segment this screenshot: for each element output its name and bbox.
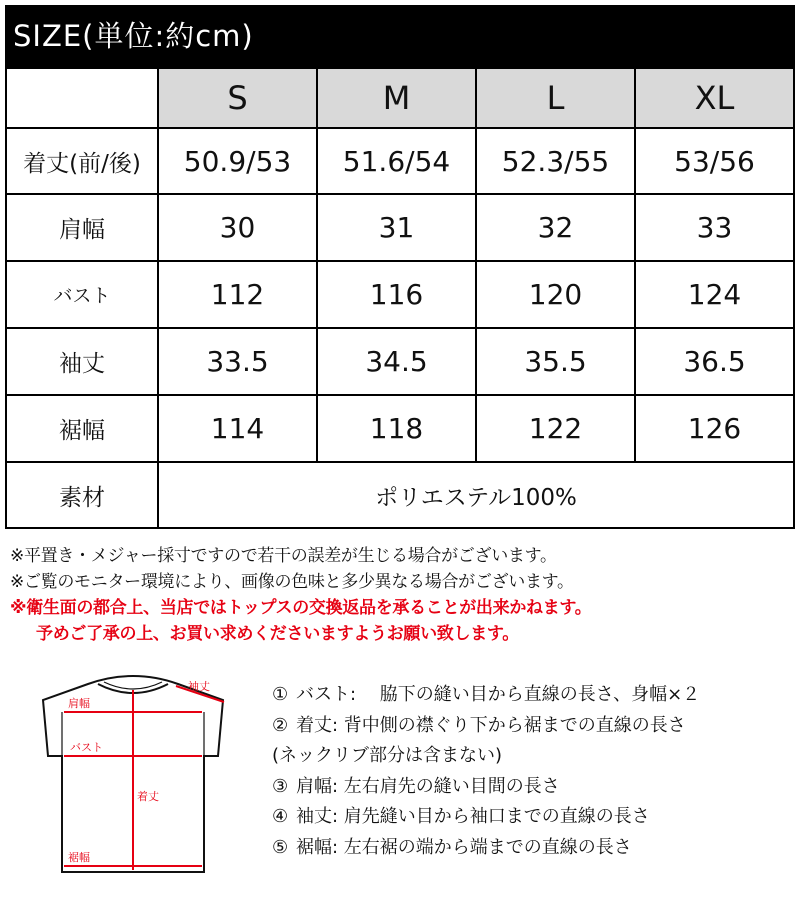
legend-item-length bbox=[272, 711, 792, 742]
legend-item-bust bbox=[272, 680, 792, 711]
table-cell: 116 bbox=[317, 261, 476, 328]
note-no-returns: ※衛生面の都合上、当店ではトップスの交換返品を承ることが出来かねます。 bbox=[10, 598, 592, 618]
table-row bbox=[6, 395, 794, 462]
table-row bbox=[6, 261, 794, 328]
diagram-label-shoulder: 肩幅 bbox=[68, 697, 90, 710]
legend-number: ⑤ bbox=[272, 836, 289, 858]
tshirt-measurement-diagram bbox=[18, 672, 248, 882]
legend-number: ③ bbox=[272, 775, 289, 797]
table-corner-cell bbox=[6, 68, 158, 128]
diagram-label-hem: 裾幅 bbox=[68, 851, 90, 864]
legend-text: 裾幅: 左右裾の端から端までの直線の長さ bbox=[296, 836, 632, 858]
table-cell: 120 bbox=[476, 261, 635, 328]
table-cell: 114 bbox=[158, 395, 317, 462]
note-monitor: ※ご覧のモニター環境により、画像の色味と多少異なる場合がございます。 bbox=[10, 572, 574, 592]
diagram-label-sleeve: 袖丈 bbox=[188, 680, 210, 693]
table-cell: 51.6/54 bbox=[317, 128, 476, 194]
size-table bbox=[5, 67, 795, 529]
size-header-s: S bbox=[158, 68, 317, 128]
row-label-length: 着丈(前/後) bbox=[6, 128, 158, 194]
page-title: SIZE(単位:約cm) bbox=[5, 5, 795, 67]
table-cell: 30 bbox=[158, 194, 317, 261]
legend-item-length-note bbox=[272, 741, 792, 772]
table-cell: 32 bbox=[476, 194, 635, 261]
table-cell: 124 bbox=[635, 261, 794, 328]
collar-inner-icon bbox=[104, 682, 162, 689]
legend-text: 肩幅: 左右肩先の縫い目間の長さ bbox=[296, 775, 560, 797]
table-row bbox=[6, 328, 794, 395]
table-cell: 34.5 bbox=[317, 328, 476, 395]
size-header-m: M bbox=[317, 68, 476, 128]
table-cell: 112 bbox=[158, 261, 317, 328]
size-header-l: L bbox=[476, 68, 635, 128]
measurement-legend bbox=[272, 680, 792, 863]
legend-number: ① bbox=[272, 684, 289, 705]
note-acknowledge: 予めご了承の上、お買い求めくださいますようお願い致します。 bbox=[36, 624, 519, 644]
table-row-material bbox=[6, 462, 794, 528]
legend-item-hem bbox=[272, 833, 792, 864]
legend-text: (ネックリブ部分は含まない) bbox=[272, 745, 503, 766]
notes bbox=[10, 543, 790, 647]
table-cell: 126 bbox=[635, 395, 794, 462]
note-measurement: ※平置き・メジャー採寸ですので若干の誤差が生じる場合がございます。 bbox=[10, 546, 557, 566]
row-label-material: 素材 bbox=[6, 462, 158, 528]
row-label-bust: バスト bbox=[6, 261, 158, 328]
row-label-sleeve: 袖丈 bbox=[6, 328, 158, 395]
legend-number: ④ bbox=[272, 806, 289, 827]
table-cell: 33.5 bbox=[158, 328, 317, 395]
table-cell: 33 bbox=[635, 194, 794, 261]
diagram-label-length: 着丈 bbox=[137, 790, 159, 803]
legend-item-shoulder bbox=[272, 772, 792, 803]
size-header-xl: XL bbox=[635, 68, 794, 128]
table-cell: 35.5 bbox=[476, 328, 635, 395]
legend-number: ② bbox=[272, 714, 289, 736]
legend-item-sleeve bbox=[272, 802, 792, 833]
table-cell: 118 bbox=[317, 395, 476, 462]
legend-text: 袖丈: 肩先縫い目から袖口までの直線の長さ bbox=[296, 806, 650, 827]
legend-text: 着丈: 背中側の襟ぐり下から裾までの直線の長さ bbox=[296, 714, 686, 736]
table-row bbox=[6, 128, 794, 194]
material-value: ポリエステル100% bbox=[158, 462, 794, 528]
legend-text: バスト: 脇下の縫い目から直線の長さ、身幅×２ bbox=[296, 684, 701, 705]
table-cell: 53/56 bbox=[635, 128, 794, 194]
diagram-label-bust: バスト bbox=[70, 741, 103, 754]
table-cell: 36.5 bbox=[635, 328, 794, 395]
table-cell: 52.3/55 bbox=[476, 128, 635, 194]
table-row bbox=[6, 194, 794, 261]
row-label-hem: 裾幅 bbox=[6, 395, 158, 462]
table-cell: 122 bbox=[476, 395, 635, 462]
table-header-row bbox=[6, 68, 794, 128]
row-label-shoulder: 肩幅 bbox=[6, 194, 158, 261]
table-cell: 50.9/53 bbox=[158, 128, 317, 194]
table-cell: 31 bbox=[317, 194, 476, 261]
